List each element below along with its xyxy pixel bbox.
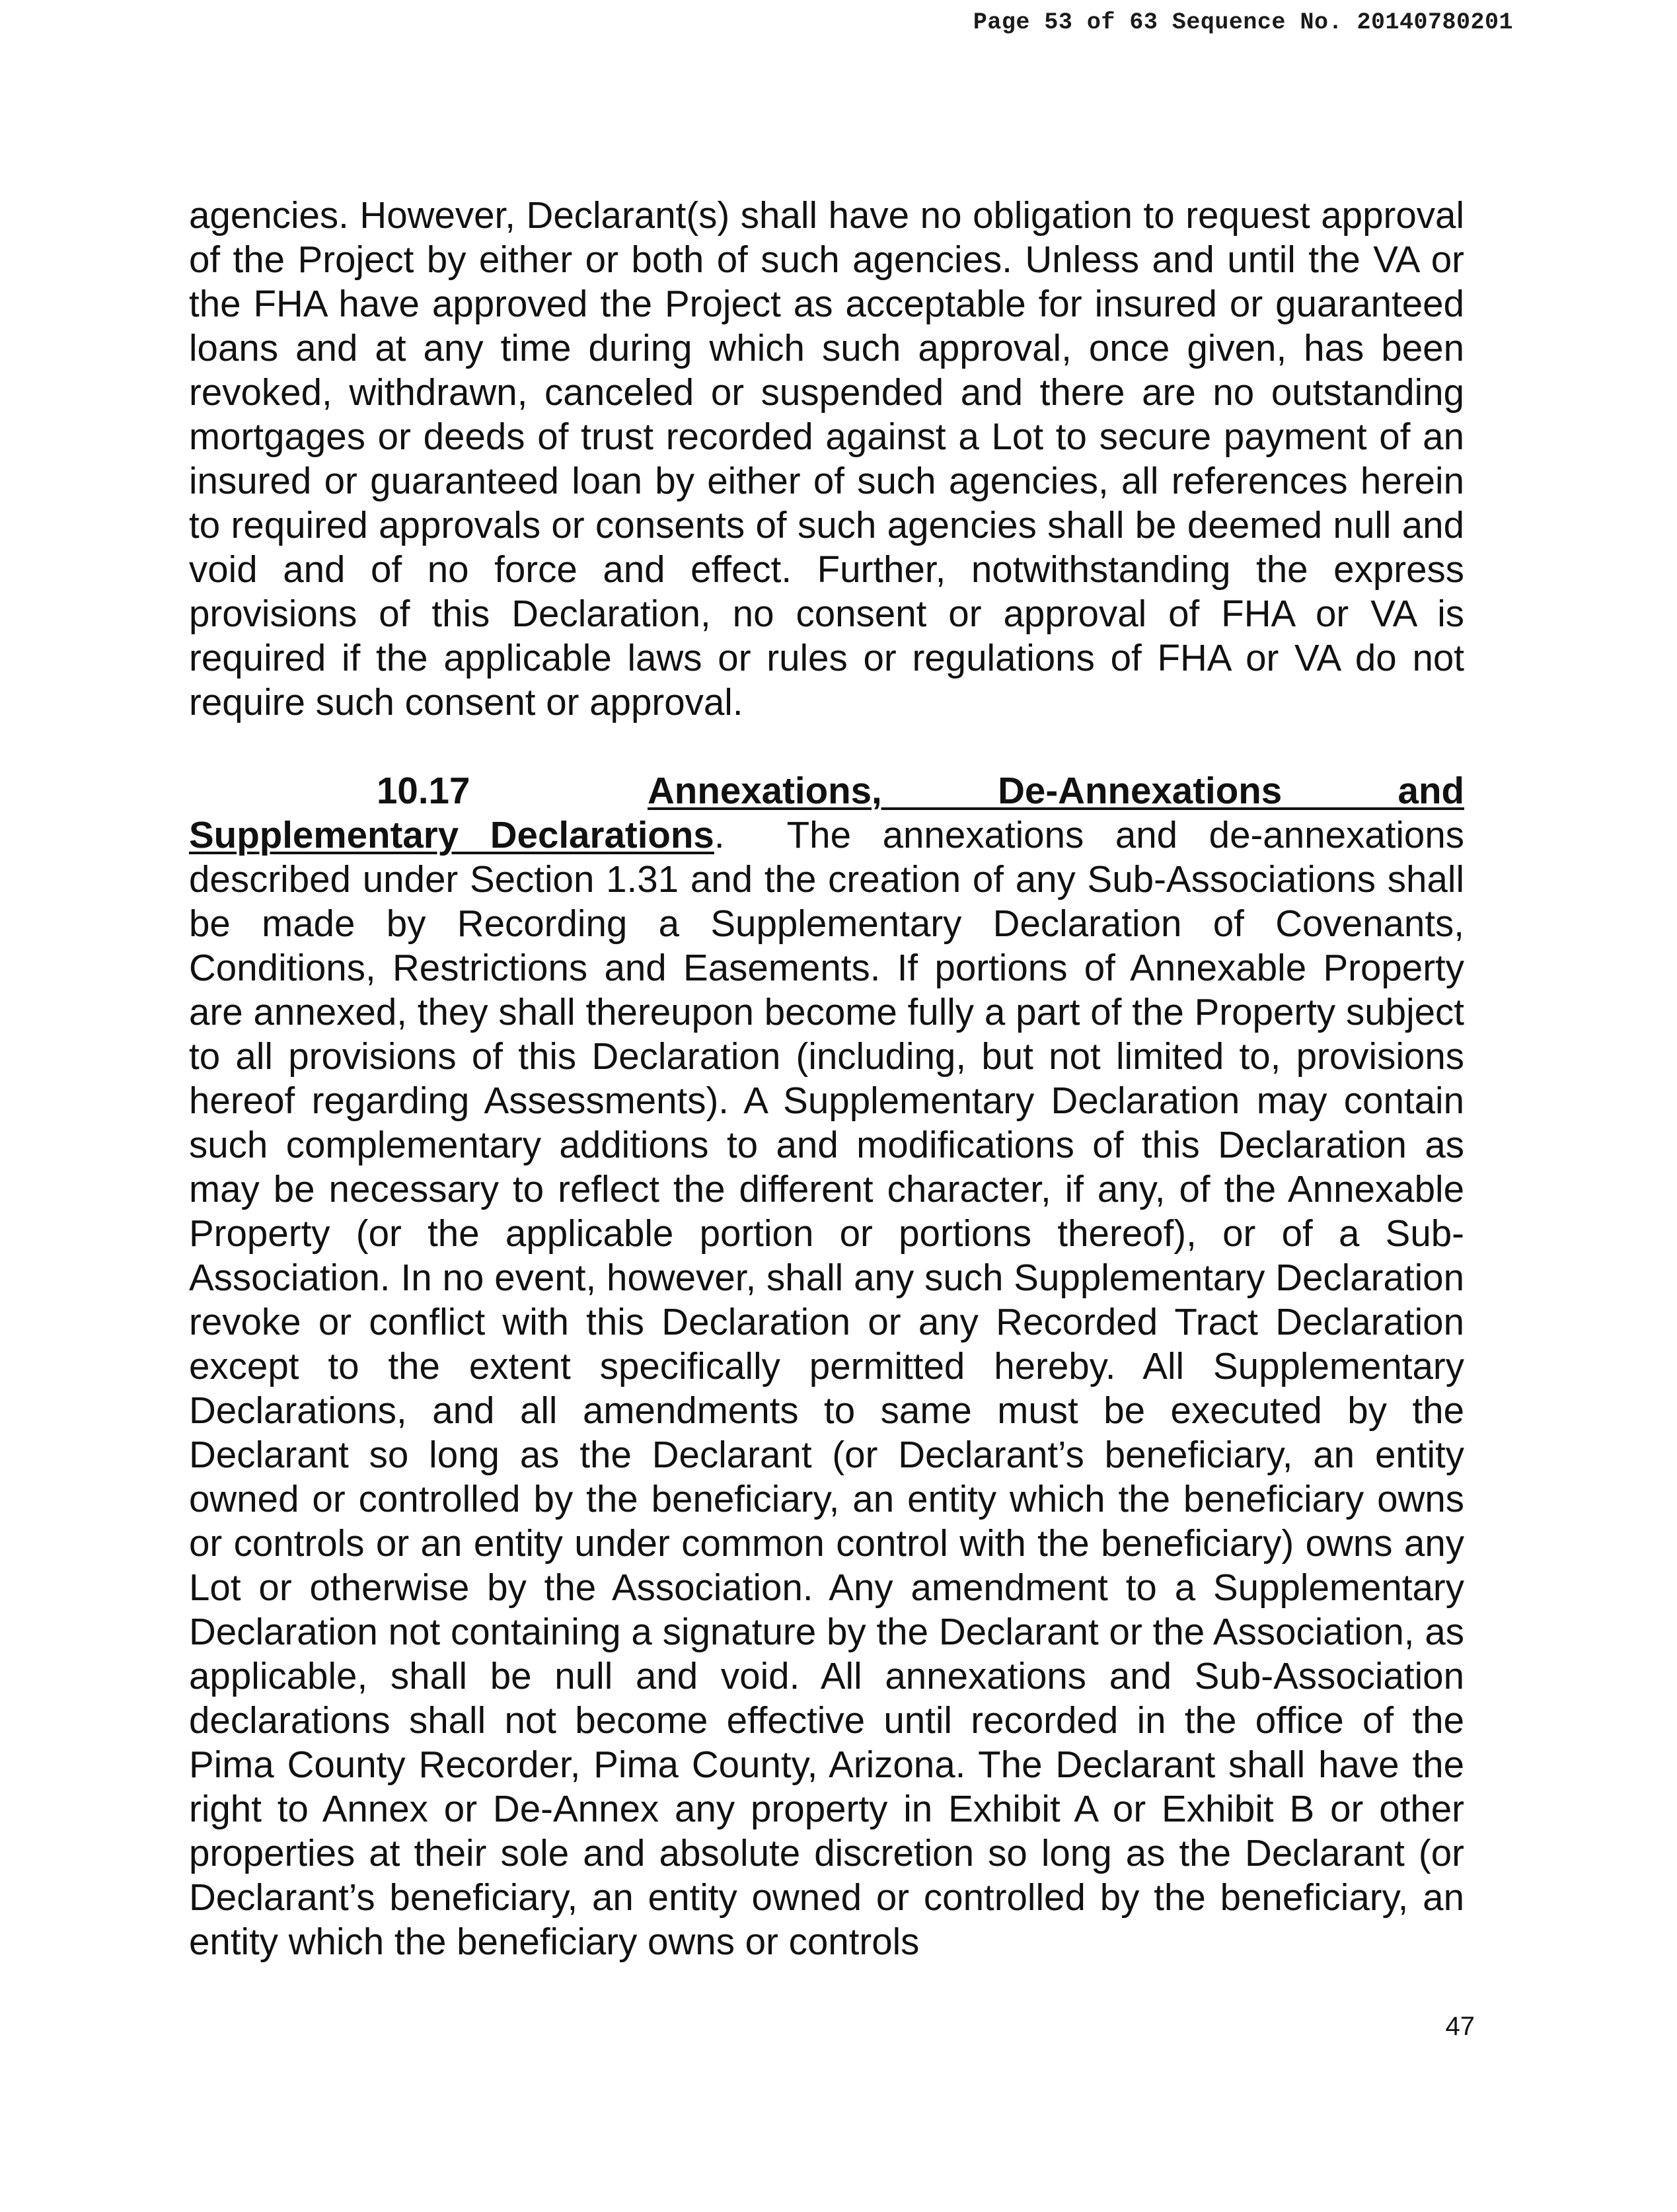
page-number: 47: [1445, 2012, 1475, 2041]
document-body: [189, 193, 1464, 1964]
section-10-17-paragraph: [189, 768, 1464, 1964]
section-text: The annexations and de-annexations described under Section 1.31 and the creation of any Sub-Associations shall be made by Recording a Supplementary Declaration of Covenants, Conditions, Restrictions and Easements. If portions of Annexable Property are annexed, they shall thereupon become fully a part of the Property subject to all provisions of this Declaration (including, but not limited to, provisions hereof regarding Assessments). A Supplementary Declaration may contain such complementary additions to and modifications of this Declaration as may be necessary to reflect the different character, if any, of the Annexable Property (or the applicable portion or portions thereof), or of a Sub-Association. In no event, however, shall any such Supplementary Declaration revoke or conflict with this Declaration or any Recorded Tract Declaration except to the extent specifically permitted hereby. All Supplementary Declarations, and all amendments to same must be executed by the Declarant so long as the Declarant (or Declarant’s beneficiary, an entity owned or controlled by the beneficiary, an entity which the beneficiary owns or controls or an entity under common control with the beneficiary) owns any Lot or otherwise by the Association. Any amendment to a Supplementary Declaration not containing a signature by the Declarant or the Association, as applicable, shall be null and void. All annexations and Sub-Association declarations shall not become effective until recorded in the office of the Pima County Recorder, Pima County, Arizona. The Declarant shall have the right to Annex or De-Annex any property in Exhibit A or Exhibit B or other properties at their sole and absolute discretion so long as the Declarant (or Declarant’s beneficiary, an entity owned or controlled by the beneficiary, an entity which the beneficiary owns or controls: [189, 814, 1465, 1962]
section-title: Annexations, De-Annexations and Supplementary Declarations: [189, 770, 1464, 856]
section-title-period: .: [714, 814, 725, 856]
page-header: Page 53 of 63 Sequence No. 20140780201: [973, 9, 1513, 36]
paragraph-continuation: agencies. However, Declarant(s) shall have no obligation to request approval of the Project by either or both of such agencies. Unless and until the VA or the FHA have approved the Project as acceptable for insured or guaranteed loans and at any time during which such approval, once given, has been revoked, withdrawn, canceled or suspended and there are no outstanding mortgages or deeds of trust recorded against a Lot to secure payment of an insured or guaranteed loan by either of such agencies, all references herein to required approvals or consents of such agencies shall be deemed null and void and of no force and effect. Further, notwithstanding the express provisions of this Declaration, no consent or approval of FHA or VA is required if the applicable laws or rules or regulations of FHA or VA do not require such consent or approval.: [189, 194, 1464, 723]
section-number: 10.17: [377, 770, 470, 811]
